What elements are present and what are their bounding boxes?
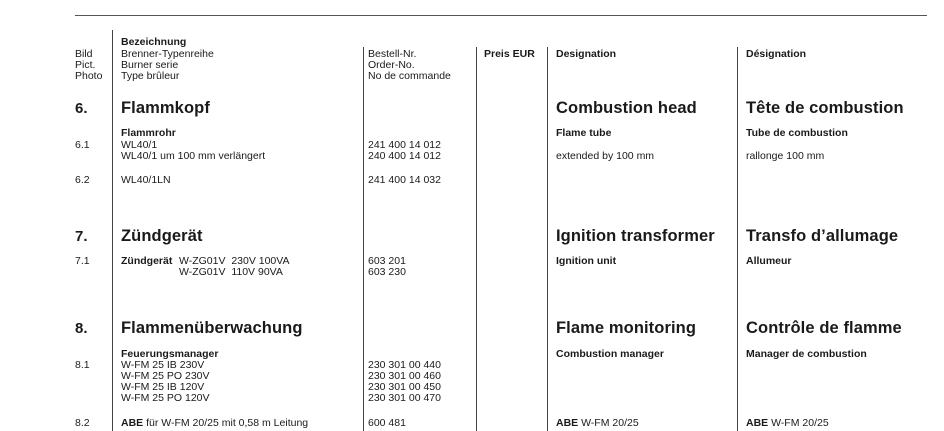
item-line-de: WL40/1 um 100 mm verlängert (121, 150, 266, 162)
item-text-en: extended by 100 mm (556, 150, 655, 162)
item-subtitle-en: Combustion manager (556, 348, 664, 360)
section-title-fr: Contrôle de flamme (746, 319, 902, 337)
column-divider-1 (112, 30, 113, 431)
item-pict-number: 7.1 (75, 255, 90, 267)
abe-label: ABE (556, 417, 579, 429)
abe-text-fr: W-FM 20/25 (768, 417, 829, 429)
item-subtitle-de: Flammrohr (121, 127, 176, 139)
section-number: 6. (75, 100, 88, 117)
item-line-de: W-FM 25 IB 120V (121, 381, 205, 393)
item-abe-de (121, 418, 308, 429)
top-rule (75, 15, 927, 16)
item-line-de: W-ZG01V 110V 90VA (179, 266, 283, 278)
header-bezeichnung-de: Brenner-Typenreihe (121, 48, 214, 60)
column-divider-5 (737, 47, 738, 431)
item-pict-number: 8.1 (75, 359, 90, 371)
column-divider-2 (363, 47, 364, 431)
section-title-de: Zündgerät (121, 227, 203, 245)
section-title-fr: Transfo d’allumage (746, 227, 899, 245)
header-bild-de: Bild (75, 48, 93, 60)
section-title-de: Flammenüberwachung (121, 319, 303, 337)
section-title-fr: Tête de combustion (746, 99, 904, 117)
section-title-de: Flammkopf (121, 99, 210, 117)
header-bezeichnung-fr: Type brûleur (121, 70, 180, 82)
item-pict-number: 6.2 (75, 174, 90, 186)
section-title-en: Ignition transformer (556, 227, 715, 245)
item-order-number: 230 301 00 460 (368, 370, 441, 382)
item-abe-fr (746, 418, 829, 429)
header-bezeichnung-en: Burner serie (121, 59, 179, 71)
item-subtitle-en: Flame tube (556, 127, 612, 139)
column-divider-3 (476, 47, 477, 431)
item-order-number: 603 201 (368, 255, 406, 267)
header-designation-en: Designation (556, 48, 617, 60)
header-bild-en: Pict. (75, 59, 96, 71)
item-subtitle-fr: Manager de combustion (746, 348, 867, 360)
abe-text-de: für W-FM 20/25 mit 0,58 m Leitung (143, 417, 309, 429)
item-text-fr: rallonge 100 mm (746, 150, 825, 162)
section-number: 7. (75, 228, 88, 245)
item-line-de: W-FM 25 IB 230V (121, 359, 205, 371)
item-order-number: 603 230 (368, 266, 406, 278)
item-order-number: 600 481 (368, 417, 406, 429)
header-designation-fr: Désignation (746, 48, 807, 60)
item-subtitle-fr: Tube de combustion (746, 127, 848, 139)
section-title-en: Combustion head (556, 99, 697, 117)
item-line-de: WL40/1 (121, 139, 158, 151)
item-line-de: W-FM 25 PO 120V (121, 392, 210, 404)
header-bestell-de: Bestell-Nr. (368, 48, 417, 60)
item-order-number: 230 301 00 450 (368, 381, 441, 393)
item-subtitle-fr: Allumeur (746, 255, 792, 267)
column-divider-4 (547, 47, 548, 431)
item-line-de: W-ZG01V 230V 100VA (179, 255, 290, 267)
item-order-number: 240 400 14 012 (368, 150, 441, 162)
header-preis: Preis EUR (484, 48, 535, 60)
item-subtitle-en: Ignition unit (556, 255, 617, 267)
item-order-number: 230 301 00 470 (368, 392, 441, 404)
item-order-number: 241 400 14 012 (368, 139, 441, 151)
section-number: 8. (75, 320, 88, 337)
item-pict-number: 8.2 (75, 417, 90, 429)
abe-text-en: W-FM 20/25 (578, 417, 639, 429)
item-abe-en (556, 418, 639, 429)
abe-label: ABE (746, 417, 769, 429)
item-order-number: 230 301 00 440 (368, 359, 441, 371)
item-line-de: W-FM 25 PO 230V (121, 370, 210, 382)
item-line-de: WL40/1LN (121, 174, 171, 186)
section-title-en: Flame monitoring (556, 319, 697, 337)
item-pict-number: 6.1 (75, 139, 90, 151)
header-bezeichnung-title: Bezeichnung (121, 36, 187, 48)
item-order-number: 241 400 14 032 (368, 174, 441, 186)
item-subtitle-de: Feuerungsmanager (121, 348, 219, 360)
abe-label: ABE (121, 417, 144, 429)
header-bestell-en: Order-No. (368, 59, 415, 71)
header-bild-fr: Photo (75, 70, 103, 82)
item-subtitle-de: Zündgerät (121, 255, 173, 267)
header-bestell-fr: No de commande (368, 70, 451, 82)
